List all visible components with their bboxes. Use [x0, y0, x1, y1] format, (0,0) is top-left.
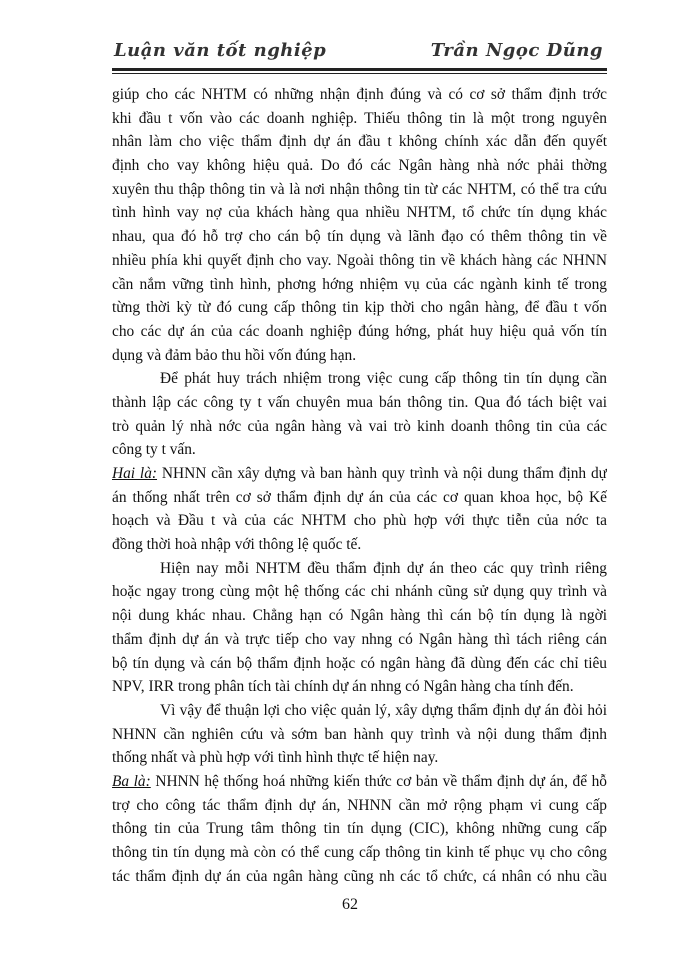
paragraph: [112, 367, 607, 462]
text-line: [112, 462, 607, 486]
page-number: 62: [342, 896, 358, 913]
text-line: nhiều phía khi quyết định cho vay. Ngoài thông tin về khách hàng các NHNN: [112, 251, 607, 269]
text-line: án thống nhất trên cơ sở thẩm định dự án của các cơ quan khoa học, bộ Kế: [112, 488, 607, 506]
paragraph: [112, 557, 607, 699]
text-line: tác thẩm định dự án của ngân hàng cũng nh các tổ chức, cá nhân có nhu cầu: [112, 867, 607, 885]
text-line: cần nắm vững tình hình, phơng hớng nhiệm vụ của các ngành kinh tế trong: [112, 275, 607, 293]
text-line: công ty t vấn.: [112, 441, 196, 459]
text-line: trò quản lý nhà nớc của ngân hàng và vai trò kinh doanh thông tin của các: [112, 417, 607, 435]
text-run: NHNN cần xây dựng và ban hành quy trình và nội dung thẩm định dự: [157, 465, 607, 482]
section-lead: Hai là:: [112, 465, 158, 482]
text-line: dụng và đảm bảo thu hồi vốn đúng hạn.: [112, 346, 357, 364]
text-line: thống nhất và phù hợp với tình hình thực tế hiện nay.: [112, 749, 439, 767]
text-line: Hiện nay mỗi NHTM đều thẩm định dự án theo các quy trình riêng: [160, 559, 607, 577]
text-line: thông tin của Trung tâm thông tin tín dụng (CIC), không những cung cấp: [112, 820, 607, 838]
text-line: nhân làm cho việc thẩm định dự án đầu t không chính xác dẫn đến quyết: [112, 133, 607, 151]
paragraph: [112, 770, 607, 888]
text-line: hoặc ngay trong cùng một hệ thống các chi nhánh cũng sử dụng quy trình và: [112, 583, 607, 601]
text-line: khi đầu t vốn vào các doanh nghiệp. Thiếu thông tin là một trong nguyên: [112, 109, 607, 127]
text-line: hoạch và Đầu t và của các NHTM cho phù hợp với thực tiễn của nớc ta: [112, 512, 607, 530]
text-line: [112, 770, 607, 794]
text-line: trợ cho công tác thẩm định dự án, NHNN cần mở rộng phạm vi cung cấp: [112, 796, 607, 814]
text-line: thông tin tín dụng mà còn có thể cung cấp thông tin kinh tế phục vụ cho công: [112, 844, 607, 861]
text-line: bộ tín dụng và cán bộ thẩm định hoặc có ngân hàng đã dùng đến các chỉ tiêu: [112, 654, 607, 672]
body-text: [112, 83, 607, 888]
section-lead: Ba là:: [112, 772, 151, 790]
text-line: định cho vay không hiệu quả. Do đó các Ngân hàng nhà nớc phải thờng: [112, 157, 607, 175]
header-thesis-title: Luận văn tốt nghiệp: [114, 40, 327, 61]
paragraph: [112, 83, 607, 367]
header-author-name: Trần Ngọc Dũng: [430, 40, 603, 61]
text-line: cho các dự án của các doanh nghiệp đúng hớng, phát huy hiệu quả vốn tín: [112, 322, 607, 340]
text-line: thành lập các công ty t vấn chuyên mua bán thông tin. Qua đó tách biệt vai: [112, 393, 607, 411]
text-line: NHNN cần nghiên cứu và sớm ban hành quy trình và nội dung thẩm định: [112, 725, 607, 743]
text-line: nội dung khác nhau. Chẳng hạn có Ngân hàng thì cán bộ tín dụng là ngời: [112, 607, 607, 625]
text-line: thẩm định dự án và trực tiếp cho vay nhng có Ngân hàng thì tách riêng cán: [112, 630, 607, 648]
page-header: [112, 40, 607, 66]
text-line: đồng thời hoà nhập với thông lệ quốc tế.: [112, 536, 362, 554]
header-rule-thin: [112, 73, 607, 74]
text-line: xuyên thu thập thông tin và là nơi nhận thông tin từ các NHTM, có thể tra cứu: [112, 180, 607, 198]
text-run: NHNN hệ thống hoá những kiến thức cơ bản về thẩm định dự án, để hỗ: [150, 772, 607, 790]
paragraph: [112, 462, 607, 557]
text-line: nhau, qua đó hỗ trợ cho cán bộ tín dụng và lãnh đạo có thêm thông tin về: [112, 228, 607, 246]
header-rule-thick: [112, 68, 607, 71]
text-line: từng thời kỳ từ đó cung cấp thông tin kịp thời cho ngân hàng, để đầu t vốn: [112, 299, 607, 317]
paragraph: [112, 699, 607, 770]
text-line: tình hình vay nợ của khách hàng qua nhiều NHTM, tổ chức tín dụng khác: [112, 204, 607, 222]
text-line: NPV, IRR trong phân tích tài chính dự án nhng có Ngân hàng cha tính đến.: [112, 678, 574, 696]
text-line: Để phát huy trách nhiệm trong việc cung cấp thông tin tín dụng cần: [160, 370, 607, 388]
text-line: giúp cho các NHTM có những nhận định đúng và có cơ sở thẩm định trớc: [112, 86, 607, 103]
text-line: Vì vậy để thuận lợi cho việc quản lý, xây dựng thẩm định dự án đòi hỏi: [160, 701, 607, 719]
